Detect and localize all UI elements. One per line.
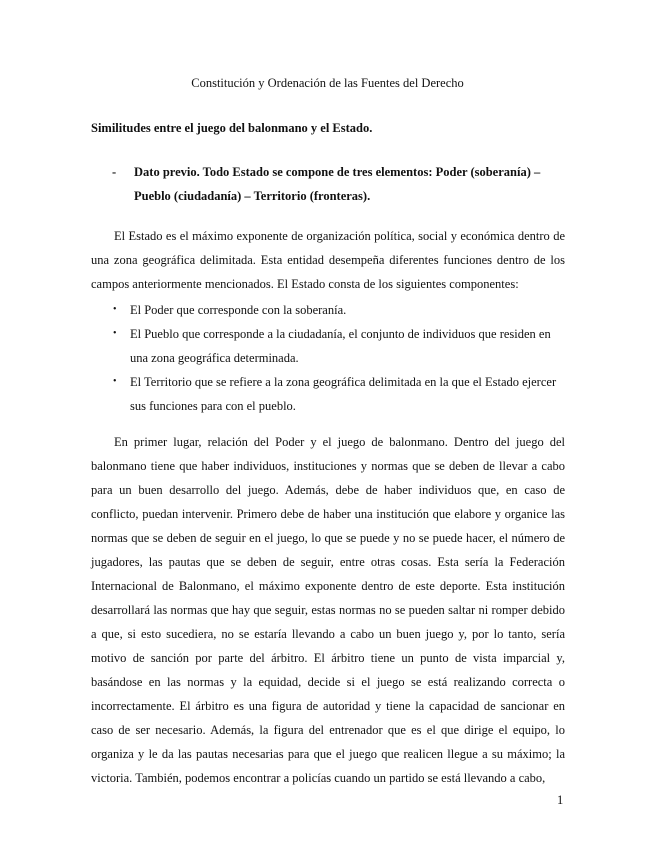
section-subtitle: Similitudes entre el juego del balonmano y el Estado. bbox=[91, 121, 373, 135]
bullet-icon: • bbox=[113, 304, 117, 315]
paragraph-intro: El Estado es el máximo exponente de organización política, social y económica dentro de una zona geográfica delimitada. Esta entidad desempeña diferentes funciones dentro de los campos anteriormente mencionados. El Estado consta de los siguientes componentes: bbox=[91, 229, 565, 291]
dash-item-text: Dato previo. Todo Estado se compone de tres elementos: Poder (soberanía) – Pueblo (ciudadanía) – Territorio (fronteras). bbox=[134, 165, 541, 203]
page-header: Constitución y Ordenación de las Fuentes del Derecho bbox=[191, 76, 464, 90]
bullet-text: El Territorio que se refiere a la zona geográfica delimitada en la que el Estado ejercer sus funciones para con el pueblo. bbox=[130, 375, 557, 413]
bullet-icon: • bbox=[113, 328, 117, 339]
dash-list-item bbox=[112, 160, 572, 208]
bullet-item-territorio bbox=[91, 370, 565, 418]
page-number: 1 bbox=[557, 793, 564, 807]
dash-marker: - bbox=[112, 165, 117, 179]
bullet-icon: • bbox=[113, 376, 117, 387]
bullet-item-poder bbox=[91, 298, 565, 322]
bullet-list bbox=[91, 298, 565, 418]
paragraph-poder: En primer lugar, relación del Poder y el juego de balonmano. Dentro del juego del balonmano tiene que haber individuos, instituciones y normas que se deben de llevar a cabo para un buen desarrollo del juego. Además, debe de haber individuos que, en caso de conflicto, puedan intervenir. Primero debe de haber una institución que elabore y organice las normas que se deben de seguir en el juego, lo que se puede y no se puede hacer, el número de jugadores, las pautas que se deben de seguir, entre otras cosas. Esta sería la Federación Internacional de Balonmano, el máximo exponente dentro de este deporte. Esta institución desarrollará las normas que hay que seguir, estas normas no se pueden saltar ni romper debido a que, si esto sucediera, no se estaría llevando a cabo un buen juego y, por lo tanto, sería motivo de sanción por parte del árbitro. El árbitro tiene un punto de vista imparcial y, basándose en las normas y la equidad, decide si el juego se está realizando correcta o incorrectamente. El árbitro es una figura de autoridad y tiene la capacidad de sancionar en caso de ser necesario. Además, la figura del entrenador que es el que dirige el equipo, lo organiza y le da las pautas necesarias para que el juego que realicen llegue a su máximo; la victoria. También, podemos encontrar a policías cuando un partido se está llevando a cabo, bbox=[91, 435, 565, 785]
bullet-text: El Pueblo que corresponde a la ciudadanía, el conjunto de individuos que residen en una zona geográfica determinada. bbox=[130, 327, 551, 365]
bullet-item-pueblo bbox=[91, 322, 565, 370]
bullet-text: El Poder que corresponde con la soberanía. bbox=[130, 303, 347, 317]
